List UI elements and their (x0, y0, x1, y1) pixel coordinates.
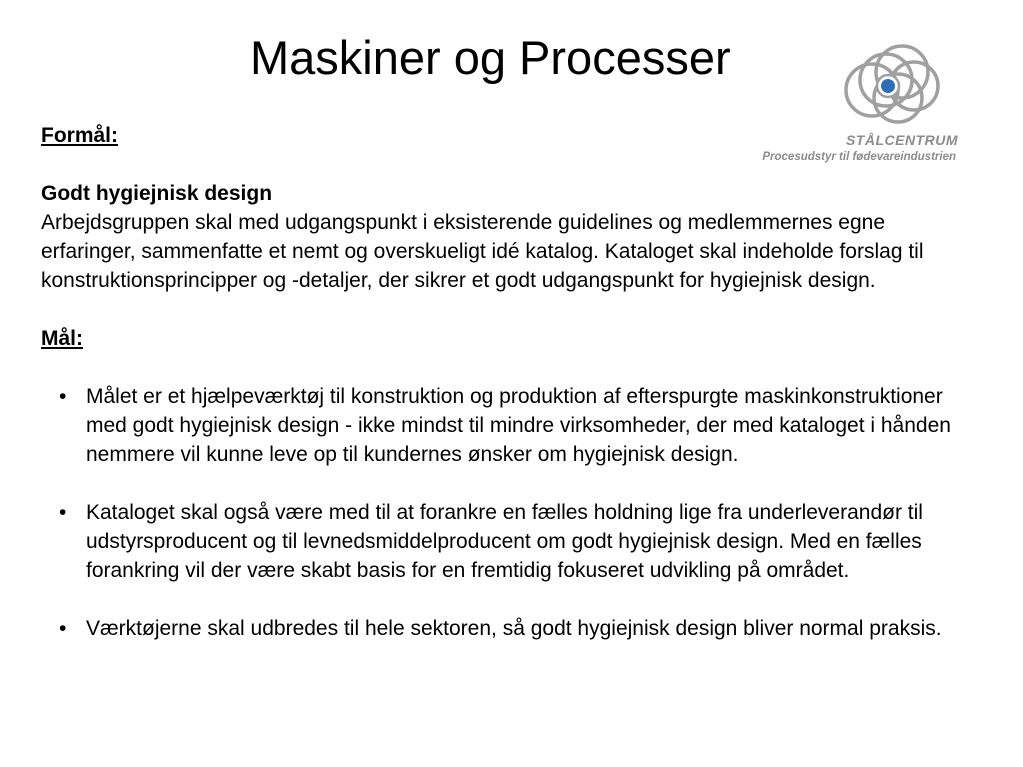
list-item (41, 382, 981, 469)
purpose-paragraph: Arbejdsgruppen skal med udgangspunkt i eksisterende guidelines og medlemmernes egne erfaringer, sammenfatte et nemt og overskueligt idé katalog. Kataloget skal indeholde forslag til konstruktionsprincipper og -detaljer, der sikrer et godt udgangspunkt for hygiejnisk design. (41, 211, 924, 292)
purpose-subheading: Godt hygiejnisk design (41, 182, 273, 205)
bullet-icon: • (59, 385, 67, 408)
purpose-heading: Formål: (41, 124, 119, 147)
logo-tagline: Procesudstyr til fødevareindustrien (762, 151, 956, 163)
bullet-icon: • (59, 617, 67, 640)
list-item (41, 498, 981, 585)
goal-list (41, 382, 981, 643)
bullet-icon: • (59, 501, 67, 524)
list-item-text: Målet er et hjælpeværktøj til konstruktion og produktion af efterspurgte maskinkonstruktioner med godt hygiejnisk design - ikke mindst til mindre virksomheder, der med kataloget i hånden nemmere vil kunne leve op til kundernes ønsker om hygiejnisk design. (86, 385, 951, 466)
goal-heading: Mål: (41, 327, 83, 350)
slide-body (41, 121, 981, 643)
list-item-text: Kataloget skal også være med til at forankre en fælles holdning lige fra underleverandør til udstyrsproducent og til levnedsmiddelproducent om godt hygiejnisk design. Med en fælles forankring vil der være skabt basis for en fremtidig fokuseret udvikling på området. (86, 501, 923, 582)
list-item-text: Værktøjerne skal udbredes til hele sektoren, så godt hygiejnisk design bliver normal praksis. (86, 617, 942, 640)
list-item (41, 614, 981, 643)
slide-title: Maskiner og Processer (250, 31, 731, 84)
logo-name: STÅLCENTRUM (845, 132, 958, 148)
